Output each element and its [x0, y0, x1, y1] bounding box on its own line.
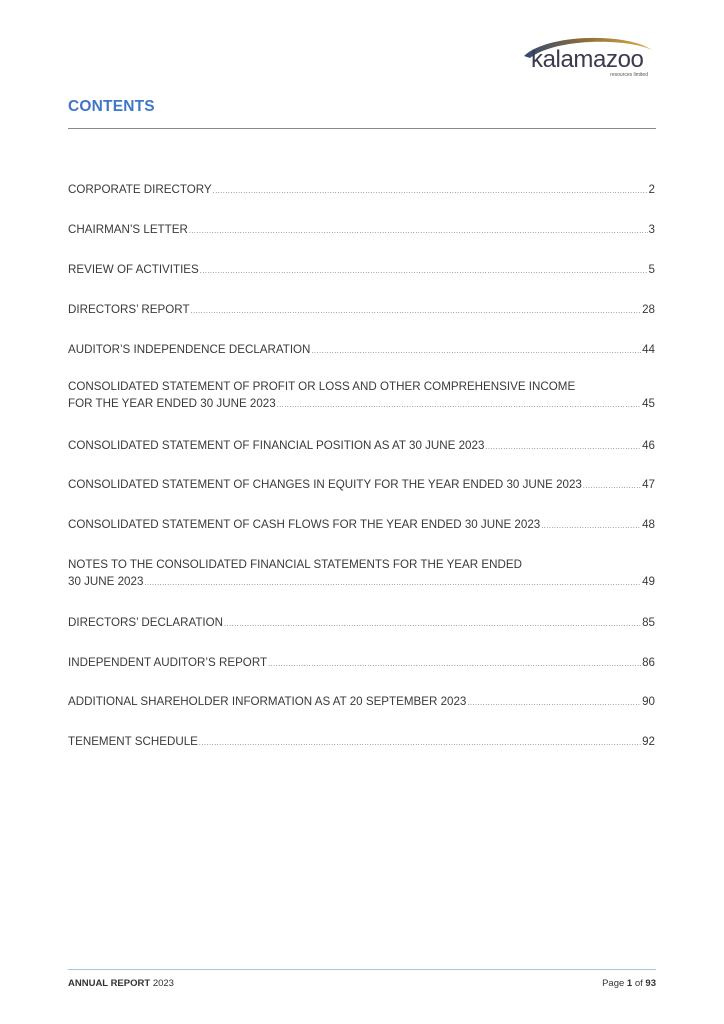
- footer-page-number: [602, 978, 656, 989]
- toc-entry-title: CONSOLIDATED STATEMENT OF CASH FLOWS FOR THE YEAR ENDED 30 JUNE 2023: [68, 518, 541, 531]
- toc-entry-row: [68, 437, 655, 456]
- toc-entry-title: AUDITOR’S INDEPENDENCE DECLARATION: [68, 343, 311, 356]
- toc-page-number: 49: [642, 575, 655, 588]
- toc-page-number: 2: [648, 183, 655, 196]
- toc-entry-title: TENEMENT SCHEDULE: [68, 735, 198, 748]
- toc-entry-title: REVIEW OF ACTIVITIES: [68, 263, 199, 276]
- toc-page-number: 85: [642, 616, 655, 629]
- title-divider: [68, 128, 656, 129]
- logo-tagline: resources limited: [610, 72, 648, 78]
- toc-entry[interactable]: [68, 301, 655, 320]
- toc-entry[interactable]: [68, 341, 655, 360]
- toc-entry[interactable]: [68, 261, 655, 280]
- toc-entry[interactable]: [68, 693, 655, 712]
- footer-page-of: of: [634, 978, 643, 989]
- toc-page-number: 5: [648, 263, 655, 276]
- footer-page-prefix: Page: [602, 978, 625, 989]
- toc-entry-title: CONSOLIDATED STATEMENT OF FINANCIAL POSITION AS AT 30 JUNE 2023: [68, 439, 485, 452]
- toc-entry-title: DIRECTORS’ DECLARATION: [68, 616, 224, 629]
- toc-entry-row: [68, 516, 655, 535]
- toc-page-number: 28: [642, 303, 655, 316]
- toc-dot-leader: [467, 695, 641, 712]
- toc-page-number: 90: [642, 695, 655, 708]
- toc-page-number: 3: [648, 223, 655, 236]
- toc-dot-leader: [191, 303, 642, 320]
- toc-dot-leader: [311, 343, 641, 360]
- toc-entry[interactable]: [68, 556, 655, 592]
- company-logo: [516, 32, 656, 78]
- footer-report-label: [68, 978, 174, 989]
- toc-dot-leader: [268, 656, 641, 673]
- toc-entry-title: CONSOLIDATED STATEMENT OF CHANGES IN EQUITY FOR THE YEAR ENDED 30 JUNE 2023: [68, 478, 582, 491]
- toc-entry[interactable]: [68, 181, 655, 200]
- toc-entry-title: CORPORATE DIRECTORY: [68, 183, 212, 196]
- toc-entry-title: CHAIRMAN’S LETTER: [68, 223, 188, 236]
- toc-page-number: 44: [642, 343, 655, 356]
- toc-entry[interactable]: [68, 614, 655, 633]
- toc-dot-leader: [277, 397, 641, 414]
- toc-entry-row: [68, 573, 655, 592]
- toc-entry[interactable]: [68, 221, 655, 240]
- page-title: CONTENTS: [68, 98, 155, 115]
- footer-year: 2023: [152, 978, 174, 989]
- logo-wordmark: kalamazoo: [531, 46, 644, 73]
- toc-page-number: 46: [642, 439, 655, 452]
- toc-entry[interactable]: [68, 733, 655, 752]
- toc-entry-row: [68, 301, 655, 320]
- toc-entry[interactable]: [68, 516, 655, 535]
- toc-entry[interactable]: [68, 476, 655, 495]
- footer-divider: [68, 969, 656, 970]
- toc-page-number: 45: [642, 397, 655, 410]
- toc-entry-title: FOR THE YEAR ENDED 30 JUNE 2023: [68, 397, 276, 410]
- toc-dot-leader: [583, 478, 641, 495]
- toc-entry-row: [68, 395, 655, 414]
- toc-entry-row: [68, 221, 655, 240]
- toc-dot-leader: [541, 518, 641, 535]
- toc-dot-leader: [189, 223, 648, 240]
- footer-page-total: 93: [645, 978, 656, 989]
- toc-dot-leader: [213, 183, 648, 200]
- toc-dot-leader: [485, 439, 641, 456]
- toc-entry[interactable]: [68, 654, 655, 673]
- toc-dot-leader: [199, 735, 641, 752]
- toc-entry-row: [68, 733, 655, 752]
- toc-entry-title: DIRECTORS’ REPORT: [68, 303, 190, 316]
- toc-page-number: 92: [642, 735, 655, 748]
- toc-dot-leader: [224, 616, 641, 633]
- toc-page-number: 48: [642, 518, 655, 531]
- toc-entry-row: [68, 261, 655, 280]
- toc-entry-row: [68, 341, 655, 360]
- toc-entry-title-line: NOTES TO THE CONSOLIDATED FINANCIAL STATEMENTS FOR THE YEAR ENDED: [68, 558, 522, 571]
- footer-report-title: ANNUAL REPORT: [68, 978, 151, 989]
- toc-dot-leader: [144, 575, 641, 592]
- toc-entry-title: 30 JUNE 2023: [68, 575, 144, 588]
- toc-entry-row: [68, 654, 655, 673]
- toc-page-number: 86: [642, 656, 655, 669]
- toc-entry-row: [68, 614, 655, 633]
- toc-entry-title: ADDITIONAL SHAREHOLDER INFORMATION AS AT 20 SEPTEMBER 2023: [68, 695, 467, 708]
- toc-entry-title: INDEPENDENT AUDITOR’S REPORT: [68, 656, 268, 669]
- toc-entry-row: [68, 476, 655, 495]
- toc-page-number: 47: [642, 478, 655, 491]
- toc-dot-leader: [200, 263, 648, 280]
- toc-entry[interactable]: [68, 378, 655, 414]
- toc-entry-row: [68, 693, 655, 712]
- toc-entry[interactable]: [68, 437, 655, 456]
- footer-page-current: 1: [626, 978, 633, 989]
- toc-entry-row: [68, 181, 655, 200]
- toc-entry-title-line: CONSOLIDATED STATEMENT OF PROFIT OR LOSS AND OTHER COMPREHENSIVE INCOME: [68, 380, 576, 393]
